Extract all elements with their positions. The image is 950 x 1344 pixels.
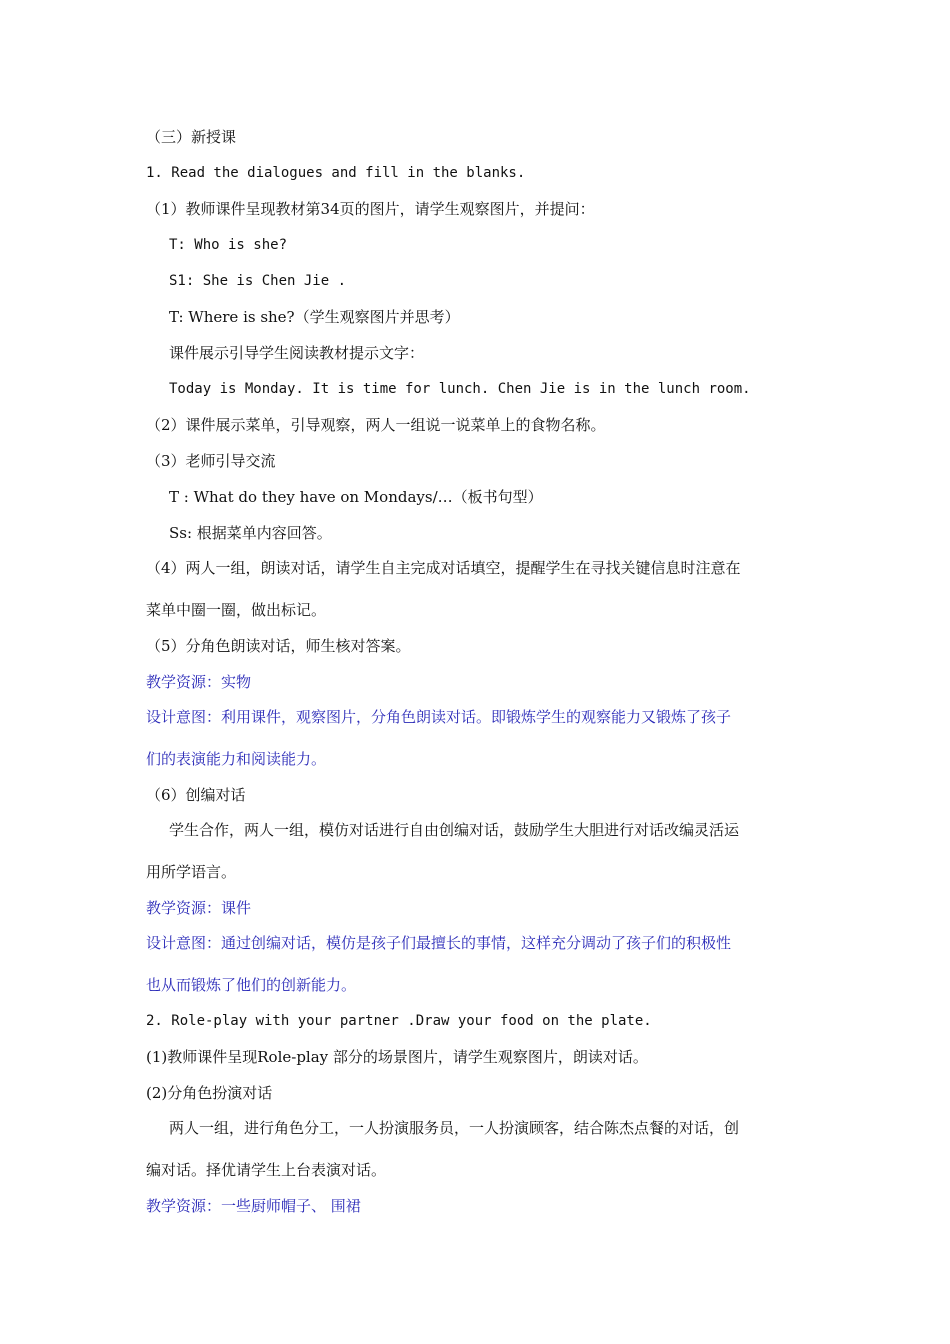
resource-note-1: 教学资源：实物 xyxy=(146,673,252,691)
task-2-paragraph: 两人一组，进行角色分工，一人扮演服务员，一人扮演顾客，结合陈杰点餐的对话，创 xyxy=(169,1119,740,1137)
step-4-text-cont: 菜单中圈一圈，做出标记。 xyxy=(146,601,327,619)
step-6-paragraph: 学生合作，两人一组，模仿对话进行自由创编对话，鼓励学生大胆进行对话改编灵活运 xyxy=(169,821,740,839)
dialogue-line-students: Ss: 根据菜单内容回答。 xyxy=(169,524,332,542)
design-intent-2-cont: 也从而锻炼了他们的创新能力。 xyxy=(146,976,357,994)
step-4-text: （4）两人一组，朗读对话，请学生自主完成对话填空，提醒学生在寻找关键信息时注意在 xyxy=(146,559,741,577)
resource-note-2: 教学资源：课件 xyxy=(146,899,252,917)
dialogue-line-teacher-1: T: Who is she? xyxy=(169,237,288,253)
dialogue-line-teacher-2: T: Where is she?（学生观察图片并思考） xyxy=(169,308,460,326)
step-3-text: （3）老师引导交流 xyxy=(146,452,276,470)
instruction-text: 课件展示引导学生阅读教材提示文字： xyxy=(169,344,425,362)
resource-note-3: 教学资源：一些厨师帽子、 围裙 xyxy=(146,1197,361,1215)
step-1-text: （1）教师课件呈现教材第34页的图片，请学生观察图片，并提问： xyxy=(146,200,595,218)
design-intent-1-cont: 们的表演能力和阅读能力。 xyxy=(146,750,327,768)
dialogue-line-teacher-3: T : What do they have on Mondays/…（板书句型） xyxy=(169,488,543,506)
step-6-text: （6）创编对话 xyxy=(146,786,246,804)
step-6-paragraph-cont: 用所学语言。 xyxy=(146,863,237,881)
design-intent-1: 设计意图：利用课件，观察图片，分角色朗读对话。即锻炼学生的观察能力又锻炼了孩子 xyxy=(146,708,732,726)
step-2-text: （2）课件展示菜单，引导观察，两人一组说一说菜单上的食物名称。 xyxy=(146,416,606,434)
step-5-text: （5）分角色朗读对话，师生核对答案。 xyxy=(146,637,411,655)
reading-text: Today is Monday. It is time for lunch. Chen Jie is in the lunch room. xyxy=(169,381,751,397)
task-2-step-2: (2)分角色扮演对话 xyxy=(146,1084,273,1102)
design-intent-2: 设计意图：通过创编对话，模仿是孩子们最擅长的事情，这样充分调动了孩子们的积极性 xyxy=(146,934,732,952)
task-2-step-1: (1)教师课件呈现Role-play 部分的场景图片，请学生观察图片，朗读对话。 xyxy=(146,1048,648,1066)
task-1-heading: 1. Read the dialogues and fill in the blanks. xyxy=(146,165,526,181)
section-heading: （三）新授课 xyxy=(146,128,237,146)
dialogue-line-student-1: S1: She is Chen Jie . xyxy=(169,273,347,289)
task-2-paragraph-cont: 编对话。择优请学生上台表演对话。 xyxy=(146,1161,387,1179)
task-2-heading: 2. Role-play with your partner .Draw your food on the plate. xyxy=(146,1013,652,1029)
